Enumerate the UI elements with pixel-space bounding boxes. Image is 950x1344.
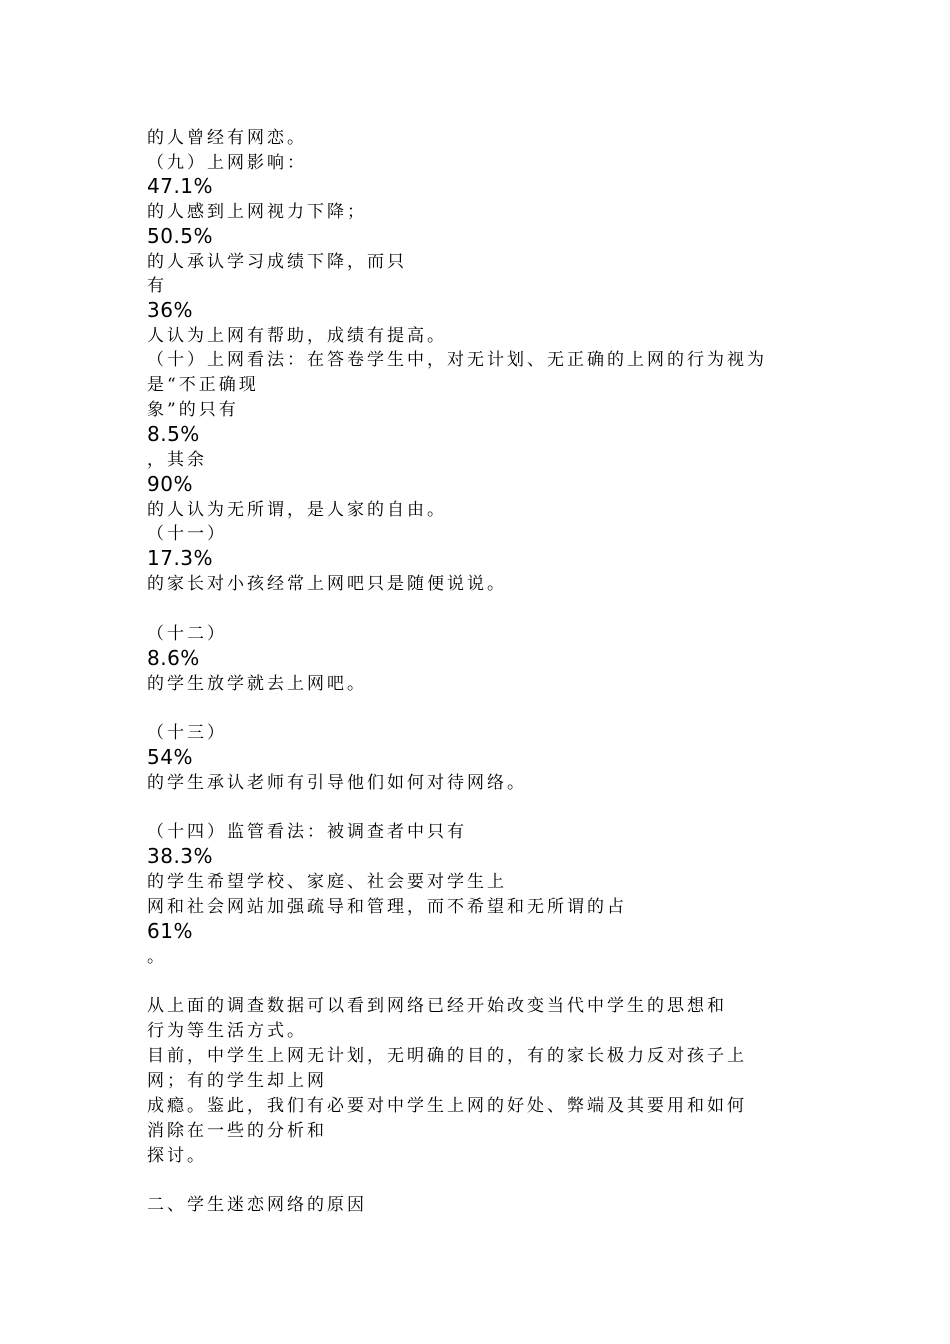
text-line: 网和社会网站加强疏导和管理，而不希望和无所谓的占 — [147, 897, 627, 917]
paragraph-line: 网；有的学生却上网 — [147, 1071, 327, 1091]
section-heading-14: （十四）监管看法：被调查者中只有 — [147, 822, 467, 842]
text-line: 有 — [147, 276, 167, 296]
paragraph-line: 行为等生活方式。 — [147, 1021, 307, 1041]
text-line: 的家长对小孩经常上网吧只是随便说说。 — [147, 574, 507, 594]
section-title: 二、学生迷恋网络的原因 — [147, 1195, 367, 1215]
section-heading-9: （九）上网影响： — [147, 153, 307, 173]
section-heading-11: （十一） — [147, 524, 227, 544]
paragraph-line: 从上面的调查数据可以看到网络已经开始改变当代中学生的思想和 — [147, 996, 727, 1016]
text-line: 是“不正确现 — [147, 375, 259, 395]
percentage-value: 8.5% — [147, 422, 200, 446]
percentage-value: 61% — [147, 919, 193, 943]
percentage-value: 17.3% — [147, 546, 214, 570]
text-line: 的人感到上网视力下降； — [147, 202, 367, 222]
text-line: 的人认为无所谓，是人家的自由。 — [147, 500, 447, 520]
section-heading-10: （十）上网看法：在答卷学生中，对无计划、无正确的上网的行为视为 — [147, 350, 767, 370]
text-line: 的学生希望学校、家庭、社会要对学生上 — [147, 872, 507, 892]
percentage-value: 54% — [147, 745, 193, 769]
text-line: 人认为上网有帮助，成绩有提高。 — [147, 326, 447, 346]
percentage-value: 8.6% — [147, 646, 200, 670]
paragraph-line: 消除在一些的分析和 — [147, 1121, 327, 1141]
percentage-value: 50.5% — [147, 224, 214, 248]
text-line: 象”的只有 — [147, 400, 239, 420]
paragraph-line: 成瘾。鉴此，我们有必要对中学生上网的好处、弊端及其要用和如何 — [147, 1096, 747, 1116]
percentage-value: 38.3% — [147, 844, 214, 868]
text-line: 的学生承认老师有引导他们如何对待网络。 — [147, 773, 527, 793]
text-line: 的学生放学就去上网吧。 — [147, 674, 367, 694]
percentage-value: 47.1% — [147, 174, 214, 198]
section-heading-12: （十二） — [147, 624, 227, 644]
percentage-value: 36% — [147, 298, 193, 322]
paragraph-line: 探讨。 — [147, 1146, 207, 1166]
percentage-value: 90% — [147, 472, 193, 496]
text-line: 的人承认学习成绩下降，而只 — [147, 252, 407, 272]
text-line: ，其余 — [147, 450, 207, 470]
text-line: 。 — [147, 947, 167, 967]
text-line: 的人曾经有网恋。 — [147, 128, 307, 148]
paragraph-line: 目前，中学生上网无计划，无明确的目的，有的家长极力反对孩子上 — [147, 1046, 747, 1066]
section-heading-13: （十三） — [147, 723, 227, 743]
